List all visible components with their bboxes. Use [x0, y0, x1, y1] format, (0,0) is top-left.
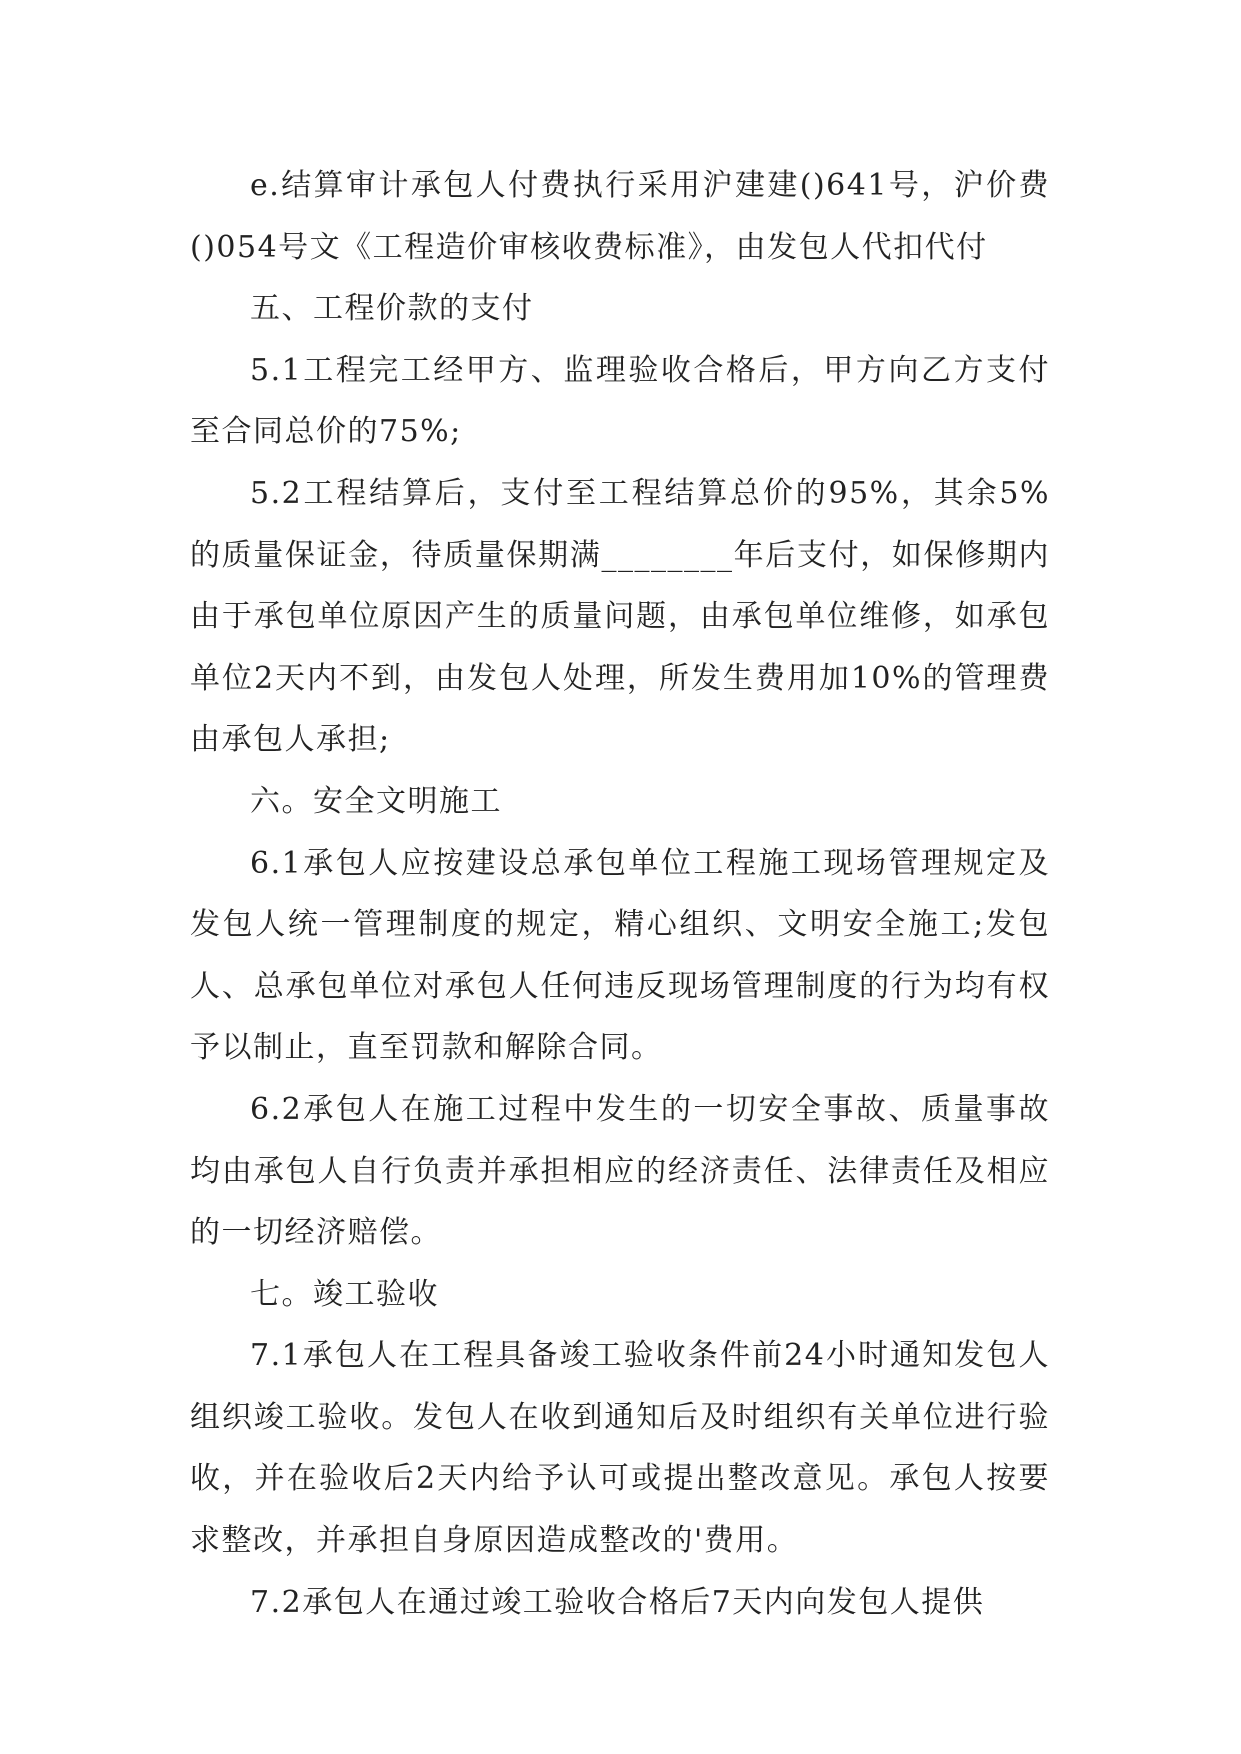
paragraph-7-2: 7.2承包人在通过竣工验收合格后7天内向发包人提供 [250, 1584, 985, 1620]
section-heading-payment: 五、工程价款的支付 [250, 291, 534, 327]
section-heading-safety: 六。安全文明施工 [250, 783, 502, 819]
section-heading-acceptance: 七。竣工验收 [250, 1276, 439, 1312]
document-body [190, 155, 1050, 1633]
paragraph-5-2: 5.2工程结算后，支付至工程结算总价的95%，其余5%的质量保证金，待质量保期满________年后支付，如保修期内由于承包单位原因产生的质量问题，由承包单位维修，如承包单位2天内不到，由发包人处理，所发生费用加10%的管理费由承包人承担; [190, 475, 1050, 758]
paragraph-6-1: 6.1承包人应按建设总承包单位工程施工现场管理规定及发包人统一管理制度的规定，精心组织、文明安全施工;发包人、总承包单位对承包人任何违反现场管理制度的行为均有权予以制止，直至罚款和解除合同。 [190, 845, 1050, 1066]
paragraph-audit-fee: e.结算审计承包人付费执行采用沪建建()641号，沪价费()054号文《工程造价审核收费标准》，由发包人代扣代付 [190, 168, 1050, 265]
paragraph-5-1: 5.1工程完工经甲方、监理验收合格后，甲方向乙方支付至合同总价的75%; [190, 352, 1050, 450]
paragraph-7-1: 7.1承包人在工程具备竣工验收条件前24小时通知发包人组织竣工验收。发包人在收到通知后及时组织有关单位进行验收，并在验收后2天内给予认可或提出整改意见。承包人按要求整改，并承担自身原因造成整改的'费用。 [190, 1338, 1050, 1559]
paragraph-6-2: 6.2承包人在施工过程中发生的一切安全事故、质量事故均由承包人自行负责并承担相应的经济责任、法律责任及相应的一切经济赔偿。 [190, 1091, 1050, 1251]
